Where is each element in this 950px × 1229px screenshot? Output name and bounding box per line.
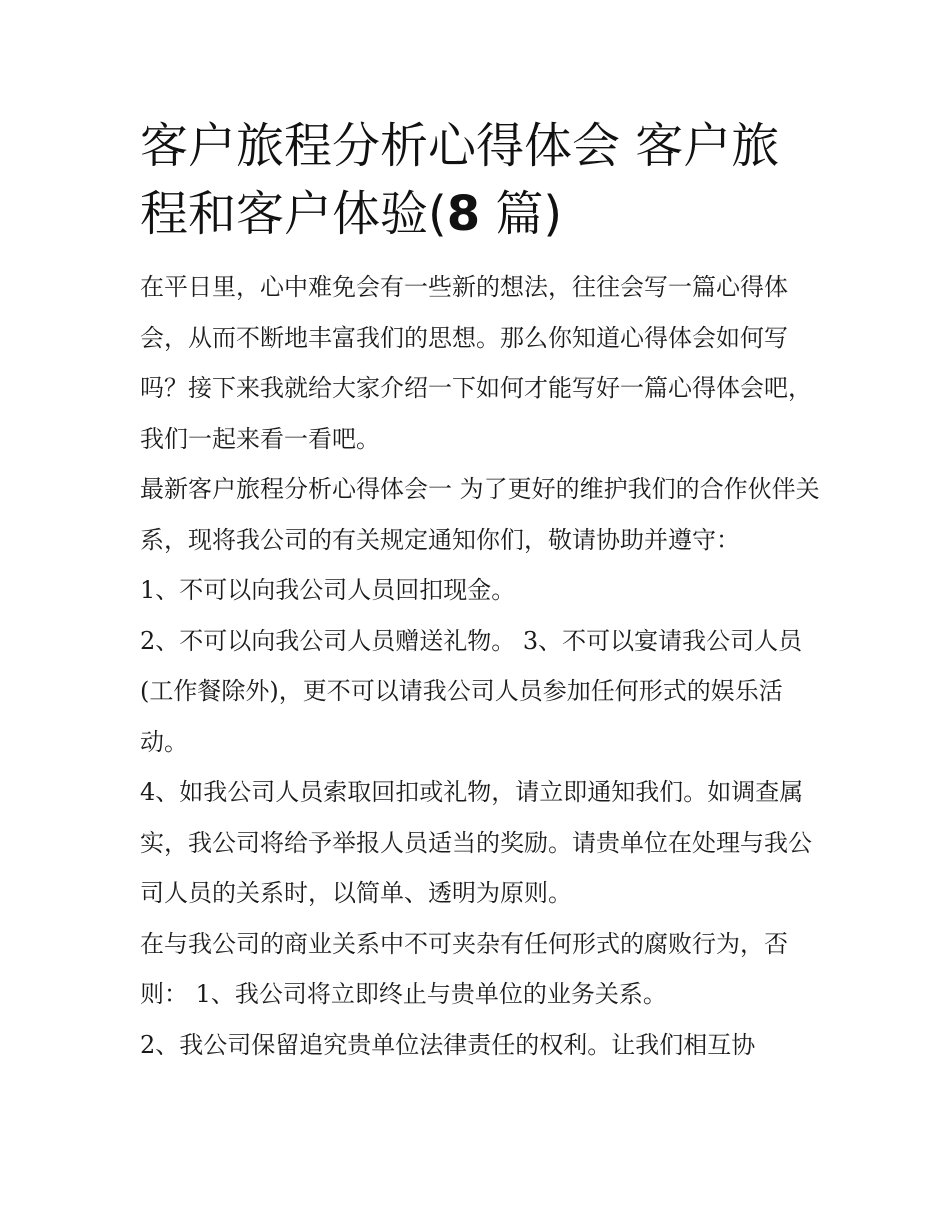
document-title [140,112,820,248]
section-intro-paragraph: 最新客户旅程分析心得体会一 为了更好的维护我们的合作伙伴关系，现将我公司的有关规定通知你们，敬请协助并遵守： [140,475,820,554]
title-text-part2: 篇) [480,186,563,242]
rule-item-2-3: 2、不可以向我公司人员赠送礼物。 3、不可以宴请我公司人员(工作餐除外)，更不可以请我公司人员参加任何形式的娱乐活动。 [140,626,803,756]
document-body [140,262,820,1070]
rule-item-4: 4、如我公司人员索取回扣或礼物，请立即通知我们。如调查属实，我公司将给予举报人员适当的奖励。请贵单位在处理与我公司人员的关系时，以简单、透明为原则。 [140,778,812,907]
title-text-part1: 客户旅程分析心得体会 客户旅程和客户体验( [140,118,780,242]
intro-paragraph: 在平日里，心中难免会有一些新的想法，往往会写一篇心得体会，从而不断地丰富我们的思想。那么你知道心得体会如何写吗？接下来我就给大家介绍一下如何才能写好一篇心得体会吧，我们一起来看一看吧。 [140,273,812,453]
consequence-item-2: 2、我公司保留追究贵单位法律责任的权利。让我们相互协 [140,1030,756,1059]
consequence-paragraph: 在与我公司的商业关系中不可夹杂有任何形式的腐败行为，否则： 1、我公司将立即终止与贵单位的业务关系。 [140,929,788,1008]
rule-item-1: 1、不可以向我公司人员回扣现金。 [140,576,516,604]
document-page [140,112,820,1070]
title-count: 8 [446,186,481,242]
